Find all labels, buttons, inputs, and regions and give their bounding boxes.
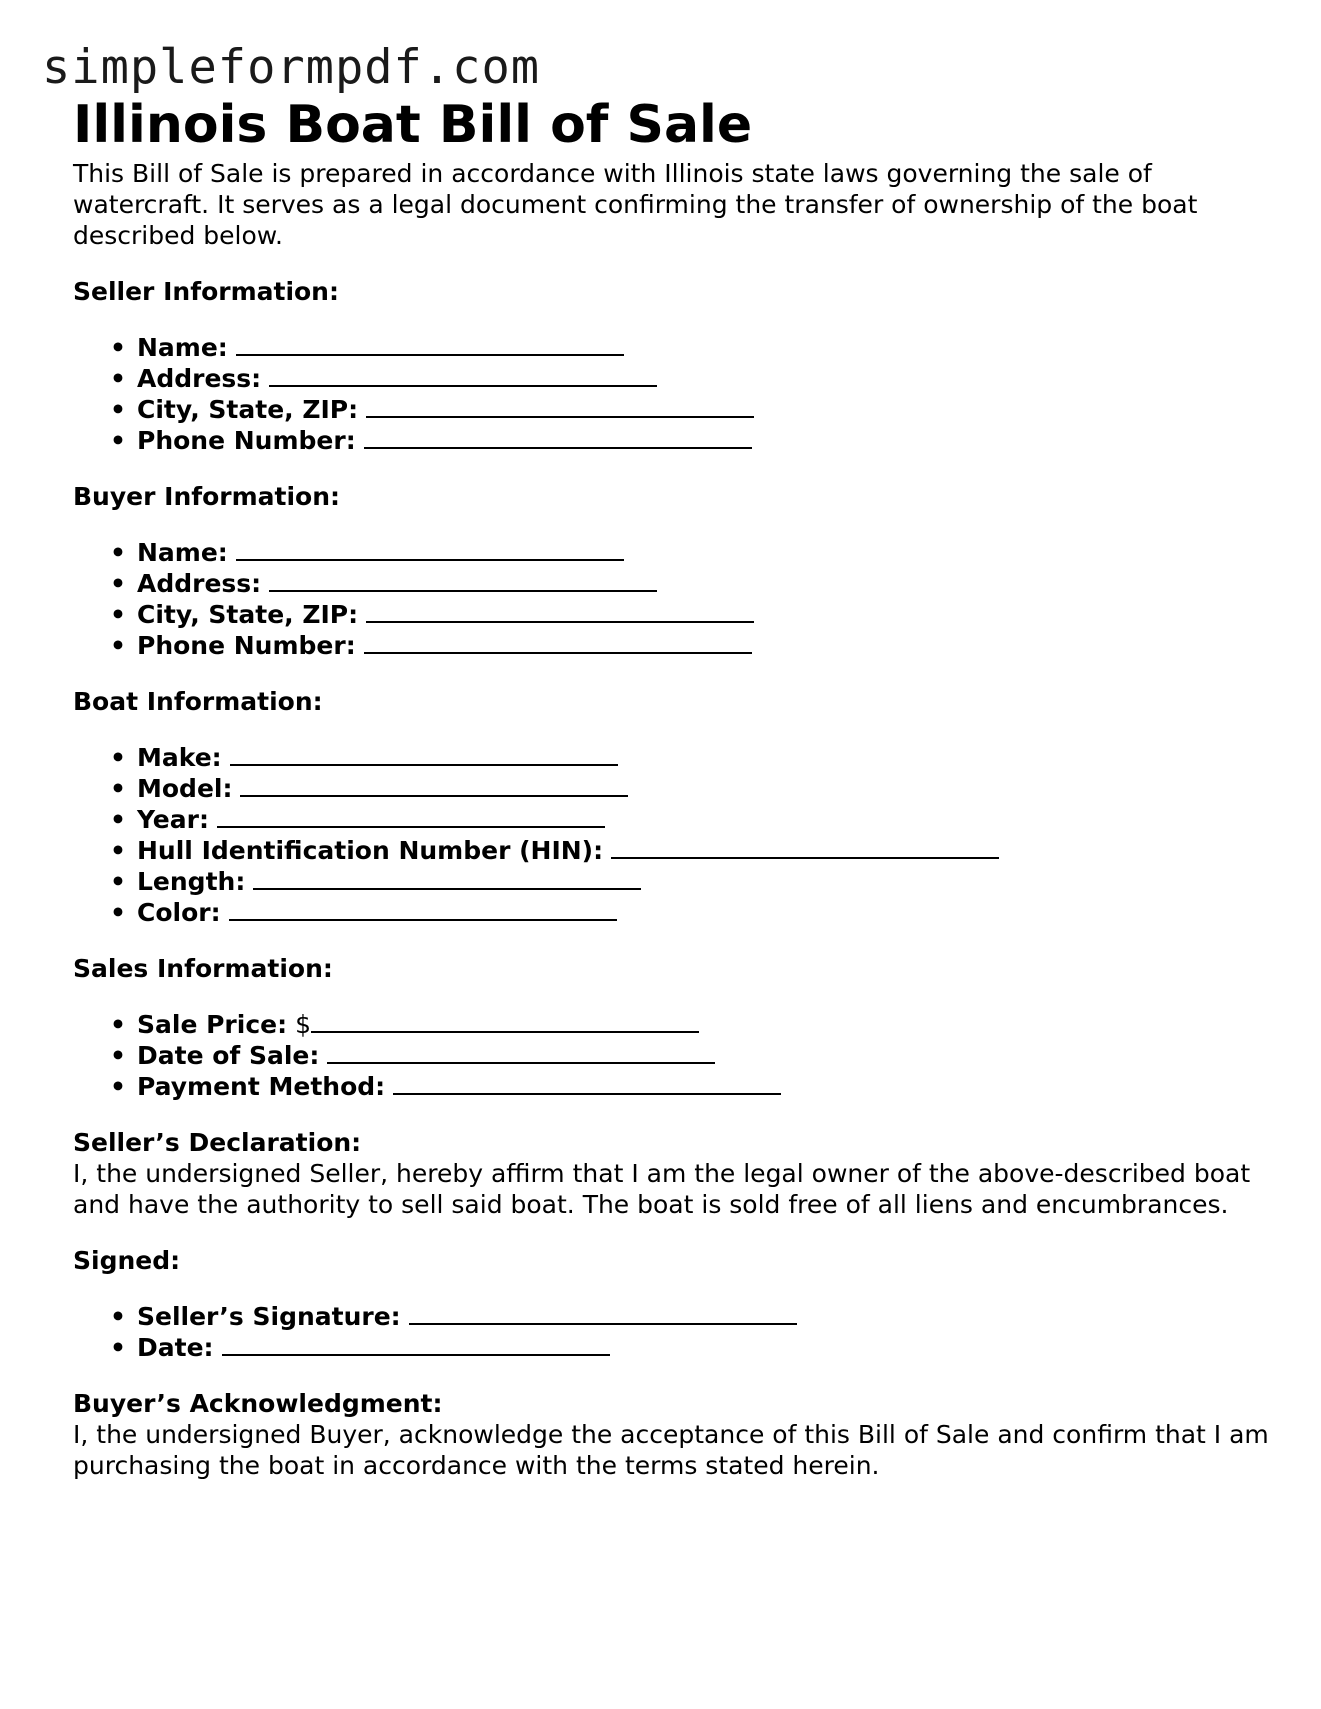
seller-signature-row	[137, 1301, 1273, 1332]
buyer-address-field[interactable]	[269, 568, 657, 592]
boat-make-row	[137, 742, 1273, 773]
field-label: Date of Sale:	[137, 1041, 320, 1070]
payment-method-field[interactable]	[393, 1071, 781, 1095]
buyer-city-row	[137, 599, 1273, 630]
buyer-address-row	[137, 568, 1273, 599]
seller-declaration-text: I, the undersigned Seller, hereby affirm that I am the legal owner of the above-described boat and have the authority to sell said boat. The boat is sold free of all liens and encumbrances.	[73, 1159, 1251, 1219]
field-label: Color:	[137, 898, 221, 927]
seller-signature-field[interactable]	[409, 1301, 797, 1325]
boat-year-row	[137, 804, 1273, 835]
boat-heading: Boat Information:	[73, 687, 323, 716]
buyer-heading: Buyer Information:	[73, 482, 341, 511]
boat-color-field[interactable]	[229, 897, 617, 921]
seller-city-row	[137, 394, 1273, 425]
signature-date-row	[137, 1332, 1273, 1363]
currency-symbol: $	[295, 1010, 312, 1039]
sale-price-field[interactable]	[311, 1009, 699, 1033]
boat-fields	[73, 742, 1273, 928]
seller-name-field[interactable]	[236, 332, 624, 356]
intro-paragraph: This Bill of Sale is prepared in accordance with Illinois state laws governing the sale of watercraft. It serves as a legal document confirming the transfer of ownership of the boat described below.	[73, 159, 1198, 250]
seller-phone-row	[137, 425, 1273, 456]
sales-heading: Sales Information:	[73, 954, 333, 983]
boat-model-row	[137, 773, 1273, 804]
boat-hin-row	[137, 835, 1273, 866]
field-label: Sale Price:	[137, 1010, 288, 1039]
seller-address-row	[137, 363, 1273, 394]
seller-address-field[interactable]	[269, 363, 657, 387]
buyer-city-state-zip-field[interactable]	[366, 599, 754, 623]
buyer-ack-text: I, the undersigned Buyer, acknowledge the acceptance of this Bill of Sale and confirm that I am purchasing the boat in accordance with the terms stated herein.	[73, 1420, 1269, 1480]
field-label: City, State, ZIP:	[137, 600, 359, 629]
boat-length-field[interactable]	[253, 866, 641, 890]
sales-fields	[73, 1009, 1273, 1102]
boat-length-row	[137, 866, 1273, 897]
field-label: Phone Number:	[137, 426, 356, 455]
seller-fields	[73, 332, 1273, 456]
field-label: Model:	[137, 774, 233, 803]
buyer-phone-field[interactable]	[364, 630, 752, 654]
buyer-fields	[73, 537, 1273, 661]
field-label: Length:	[137, 867, 246, 896]
field-label: Year:	[137, 805, 209, 834]
seller-name-row	[137, 332, 1273, 363]
buyer-name-row	[137, 537, 1273, 568]
signed-fields	[73, 1301, 1273, 1363]
field-label: Address:	[137, 569, 262, 598]
document-body	[73, 92, 1273, 1481]
buyer-ack-heading: Buyer’s Acknowledgment:	[73, 1389, 443, 1418]
boat-year-field[interactable]	[217, 804, 605, 828]
seller-city-state-zip-field[interactable]	[366, 394, 754, 418]
field-label: City, State, ZIP:	[137, 395, 359, 424]
boat-color-row	[137, 897, 1273, 928]
field-label: Phone Number:	[137, 631, 356, 660]
signature-date-field[interactable]	[222, 1332, 610, 1356]
field-label: Address:	[137, 364, 262, 393]
sale-price-row	[137, 1009, 1273, 1040]
sale-date-field[interactable]	[327, 1040, 715, 1064]
field-label: Name:	[137, 333, 228, 362]
field-label: Hull Identification Number (HIN):	[137, 836, 604, 865]
sale-date-row	[137, 1040, 1273, 1071]
field-label: Payment Method:	[137, 1072, 386, 1101]
buyer-phone-row	[137, 630, 1273, 661]
field-label: Seller’s Signature:	[137, 1302, 401, 1331]
field-label: Date:	[137, 1333, 214, 1362]
boat-make-field[interactable]	[230, 742, 618, 766]
payment-method-row	[137, 1071, 1273, 1102]
signed-heading: Signed:	[73, 1246, 181, 1275]
seller-phone-field[interactable]	[364, 425, 752, 449]
boat-model-field[interactable]	[240, 773, 628, 797]
field-label: Make:	[137, 743, 222, 772]
buyer-name-field[interactable]	[236, 537, 624, 561]
boat-hin-field[interactable]	[611, 835, 999, 859]
seller-declaration-heading: Seller’s Declaration:	[73, 1128, 362, 1157]
field-label: Name:	[137, 538, 228, 567]
page-title: Illinois Boat Bill of Sale	[73, 95, 753, 155]
seller-heading: Seller Information:	[73, 277, 339, 306]
site-watermark: simpleformpdf.com	[42, 40, 541, 95]
